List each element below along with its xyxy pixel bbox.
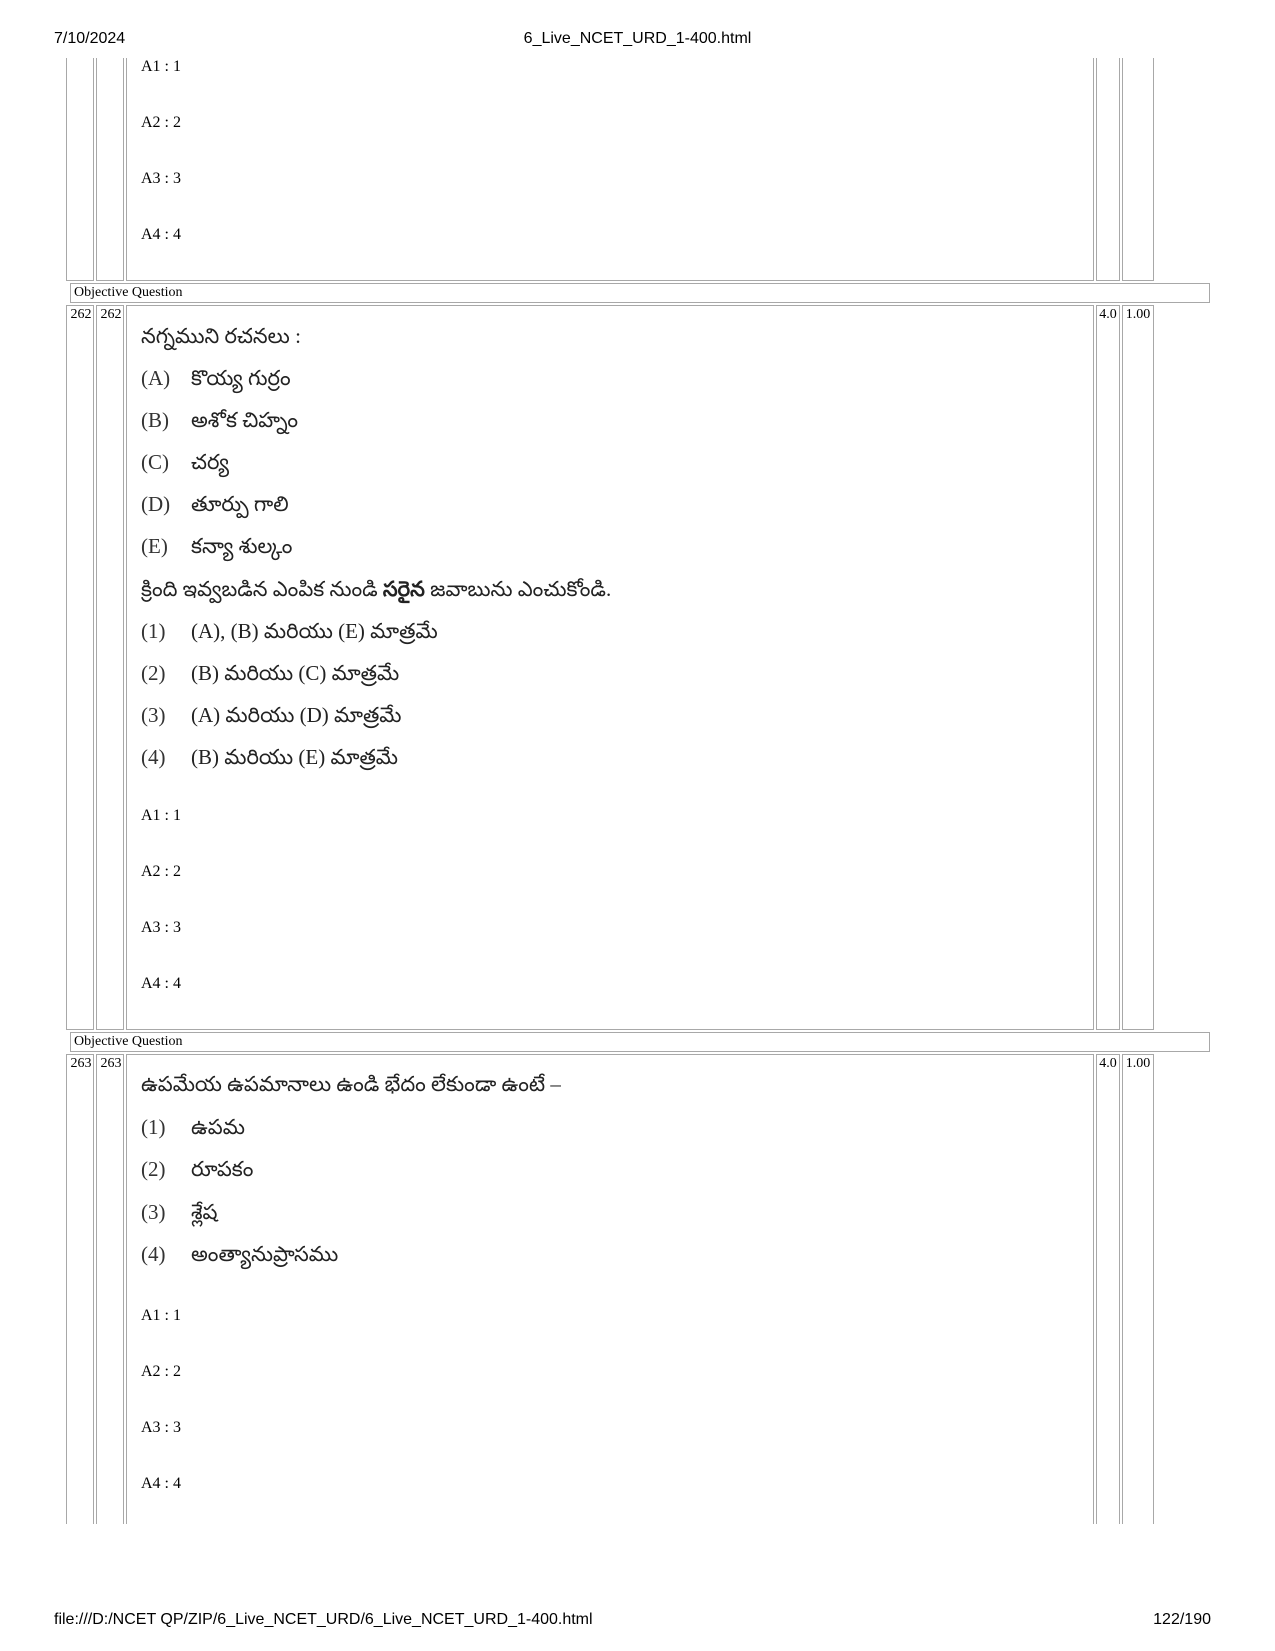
answer-key-2: A2 : 2 — [141, 863, 181, 880]
question-number-cell — [66, 305, 94, 1030]
prev-question-body — [126, 58, 1094, 281]
option-text: (A) మరియు (D) మాత్రమే — [191, 703, 402, 727]
question-body — [126, 1054, 1094, 1524]
marks-cell — [1096, 305, 1120, 1030]
instruction-emphasis: సరైన — [382, 577, 425, 601]
marks-cell — [1096, 1054, 1120, 1524]
item-text: అశోక చిహ్నం — [191, 408, 298, 432]
answer-key-4: A4 : 4 — [141, 1475, 181, 1492]
item-text: చర్య — [191, 450, 230, 474]
option-text: ఉపమ — [191, 1115, 245, 1139]
answer-option — [141, 742, 398, 772]
page-footer — [54, 1611, 1221, 1633]
item-label: (B) — [141, 408, 169, 432]
option-label: (4) — [141, 1242, 166, 1266]
option-text: అంత్యానుప్రాసము — [191, 1242, 339, 1266]
option-label: (2) — [141, 1157, 166, 1181]
option-label: (3) — [141, 1200, 166, 1224]
option-text: (B) మరియు (C) మాత్రమే — [191, 661, 400, 685]
negative-cell — [1122, 1054, 1154, 1524]
answer-key-4: A4 : 4 — [141, 975, 181, 992]
print-date: 7/10/2024 — [54, 30, 126, 47]
list-item — [141, 489, 289, 519]
prev-question-marks — [1096, 58, 1120, 281]
prev-question-negative — [1122, 58, 1154, 281]
item-text: తూర్పు గాలి — [191, 492, 289, 516]
option-label: (3) — [141, 703, 166, 727]
option-label: (1) — [141, 619, 166, 643]
list-item — [141, 405, 298, 435]
answer-key-2: A2 : 2 — [141, 1363, 181, 1380]
option-text: (B) మరియు (E) మాత్రమే — [191, 745, 399, 769]
question-number-repeat: 262 — [100, 307, 122, 322]
marks-value: 4.0 — [1099, 1056, 1117, 1071]
answer-option — [141, 700, 402, 730]
instruction-text: క్రింది ఇవ్వబడిన ఎంపిక నుండి — [141, 577, 383, 601]
option-label: (4) — [141, 745, 166, 769]
answer-key-1: A1 : 1 — [141, 807, 181, 824]
option-text: రూపకం — [191, 1157, 254, 1181]
prev-answer-4: A4 : 4 — [141, 226, 181, 243]
list-item — [141, 363, 291, 393]
file-path: file:///D:/NCET QP/ZIP/6_Live_NCET_URD/6_Live_NCET_URD_1-400.html — [54, 1611, 593, 1628]
answer-option — [141, 1239, 338, 1269]
answer-option — [141, 616, 438, 646]
page-number: 122/190 — [1153, 1611, 1211, 1628]
answer-option — [141, 658, 399, 688]
answer-option — [141, 1112, 245, 1142]
answer-key-3: A3 : 3 — [141, 1419, 181, 1436]
question-stem: నగ్నముని రచనలు : — [141, 324, 301, 348]
marks-value: 4.0 — [1099, 307, 1117, 322]
section-label: Objective Question — [70, 1032, 1210, 1052]
negative-value: 1.00 — [1125, 1056, 1151, 1071]
item-label: (E) — [141, 534, 168, 558]
prev-answer-2: A2 : 2 — [141, 114, 181, 131]
question-number: 263 — [70, 1056, 92, 1071]
option-text: (A), (B) మరియు (E) మాత్రమే — [191, 619, 438, 643]
prev-question-col-1 — [66, 58, 94, 281]
document-title: 6_Live_NCET_URD_1-400.html — [523, 30, 752, 47]
item-label: (A) — [141, 366, 171, 390]
negative-value: 1.00 — [1125, 307, 1151, 322]
option-label: (1) — [141, 1115, 166, 1139]
answer-option — [141, 1154, 253, 1184]
item-text: కొయ్య గుర్రం — [191, 366, 291, 390]
question-number: 262 — [70, 307, 92, 322]
question-number-repeat: 263 — [100, 1056, 122, 1071]
answer-key-3: A3 : 3 — [141, 919, 181, 936]
question-stem: ఉపమేయ ఉపమానాలు ఉండి భేదం లేకుండా ఉంటే – — [141, 1072, 561, 1096]
question-instruction — [141, 574, 611, 604]
list-item — [141, 531, 292, 561]
item-label: (C) — [141, 450, 169, 474]
list-item — [141, 447, 229, 477]
item-text: కన్యా శుల్కం — [191, 534, 293, 558]
item-label: (D) — [141, 492, 171, 516]
prev-answer-3: A3 : 3 — [141, 170, 181, 187]
prev-question-col-2 — [96, 58, 124, 281]
prev-answer-1: A1 : 1 — [141, 58, 181, 75]
question-number-cell-2 — [96, 1054, 124, 1524]
page-header — [54, 30, 1221, 52]
answer-key-1: A1 : 1 — [141, 1307, 181, 1324]
answer-option — [141, 1197, 218, 1227]
question-number-cell — [66, 1054, 94, 1524]
instruction-text-end: జవాబును ఎంచుకోండి. — [424, 577, 612, 601]
section-label: Objective Question — [70, 283, 1210, 303]
negative-cell — [1122, 305, 1154, 1030]
option-text: శ్లేష — [191, 1200, 218, 1224]
option-label: (2) — [141, 661, 166, 685]
question-number-cell-2 — [96, 305, 124, 1030]
